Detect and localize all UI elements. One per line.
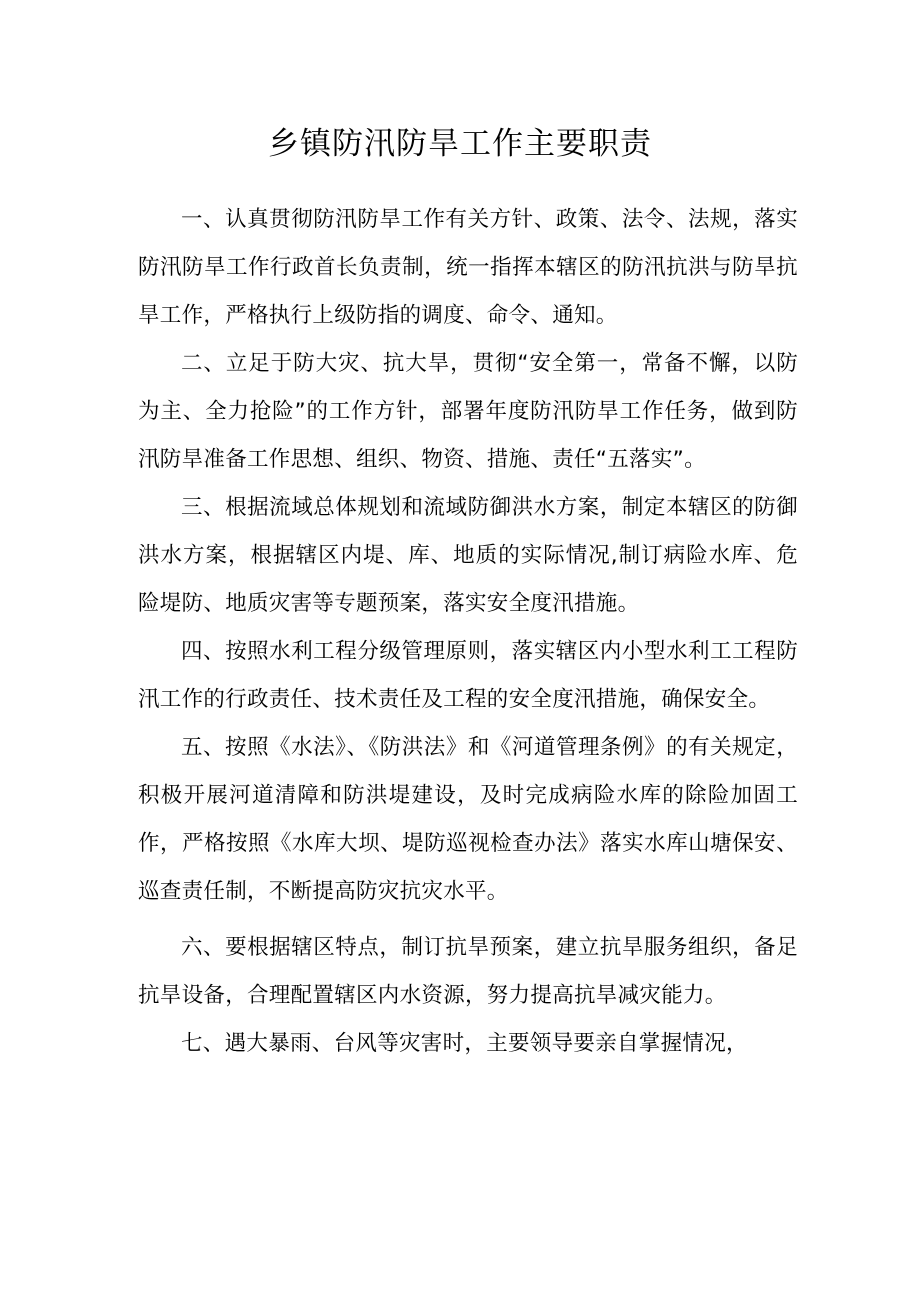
document-title: 乡镇防汛防旱工作主要职责 — [268, 126, 652, 162]
paragraph-1: 一、认真贯彻防汛防旱工作有关方针、政策、法令、法规，落实防汛防旱工作行政首长负责制，统一指挥本辖区的防汛抗洪与防旱抗旱工作，严格执行上级防指的调度、命令、通知。 — [138, 207, 798, 328]
paragraph-3: 三、根据流域总体规划和流域防御洪水方案，制定本辖区的防御洪水方案，根据辖区内堤、库、地质的实际情况,制订病险水库、危险堤防、地质灾害等专题预案，落实安全度汛措施。 — [138, 495, 798, 616]
paragraph-2: 二、立足于防大灾、抗大旱，贯彻“安全第一，常备不懈，以防为主、全力抢险”的工作方针，部署年度防汛防旱工作任务，做到防汛防旱准备工作思想、组织、物资、措施、责任“五落实”。 — [138, 351, 798, 472]
paragraph-5: 五、按照《水法》、《防洪法》和《河道管理条例》的有关规定，积极开展河道清障和防洪堤建设，及时完成病险水库的除险加固工作，严格按照《水库大坝、堤防巡视检查办法》落实水库山塘保安、巡查责任制，不断提高防灾抗灾水平。 — [138, 735, 798, 904]
paragraph-spacer — [138, 916, 798, 924]
paragraph-6: 六、要根据辖区特点，制订抗旱预案，建立抗旱服务组织，备足抗旱设备，合理配置辖区内水资源，努力提高抗旱减灾能力。 — [138, 935, 798, 1008]
document-body — [138, 196, 798, 1068]
paragraph-7: 七、遇大暴雨、台风等灾害时，主要领导要亲自掌握情况， — [181, 1031, 748, 1056]
paragraph-4: 四、按照水利工程分级管理原则，落实辖区内小型水利工工程防汛工作的行政责任、技术责任及工程的安全度汛措施，确保安全。 — [138, 639, 798, 712]
